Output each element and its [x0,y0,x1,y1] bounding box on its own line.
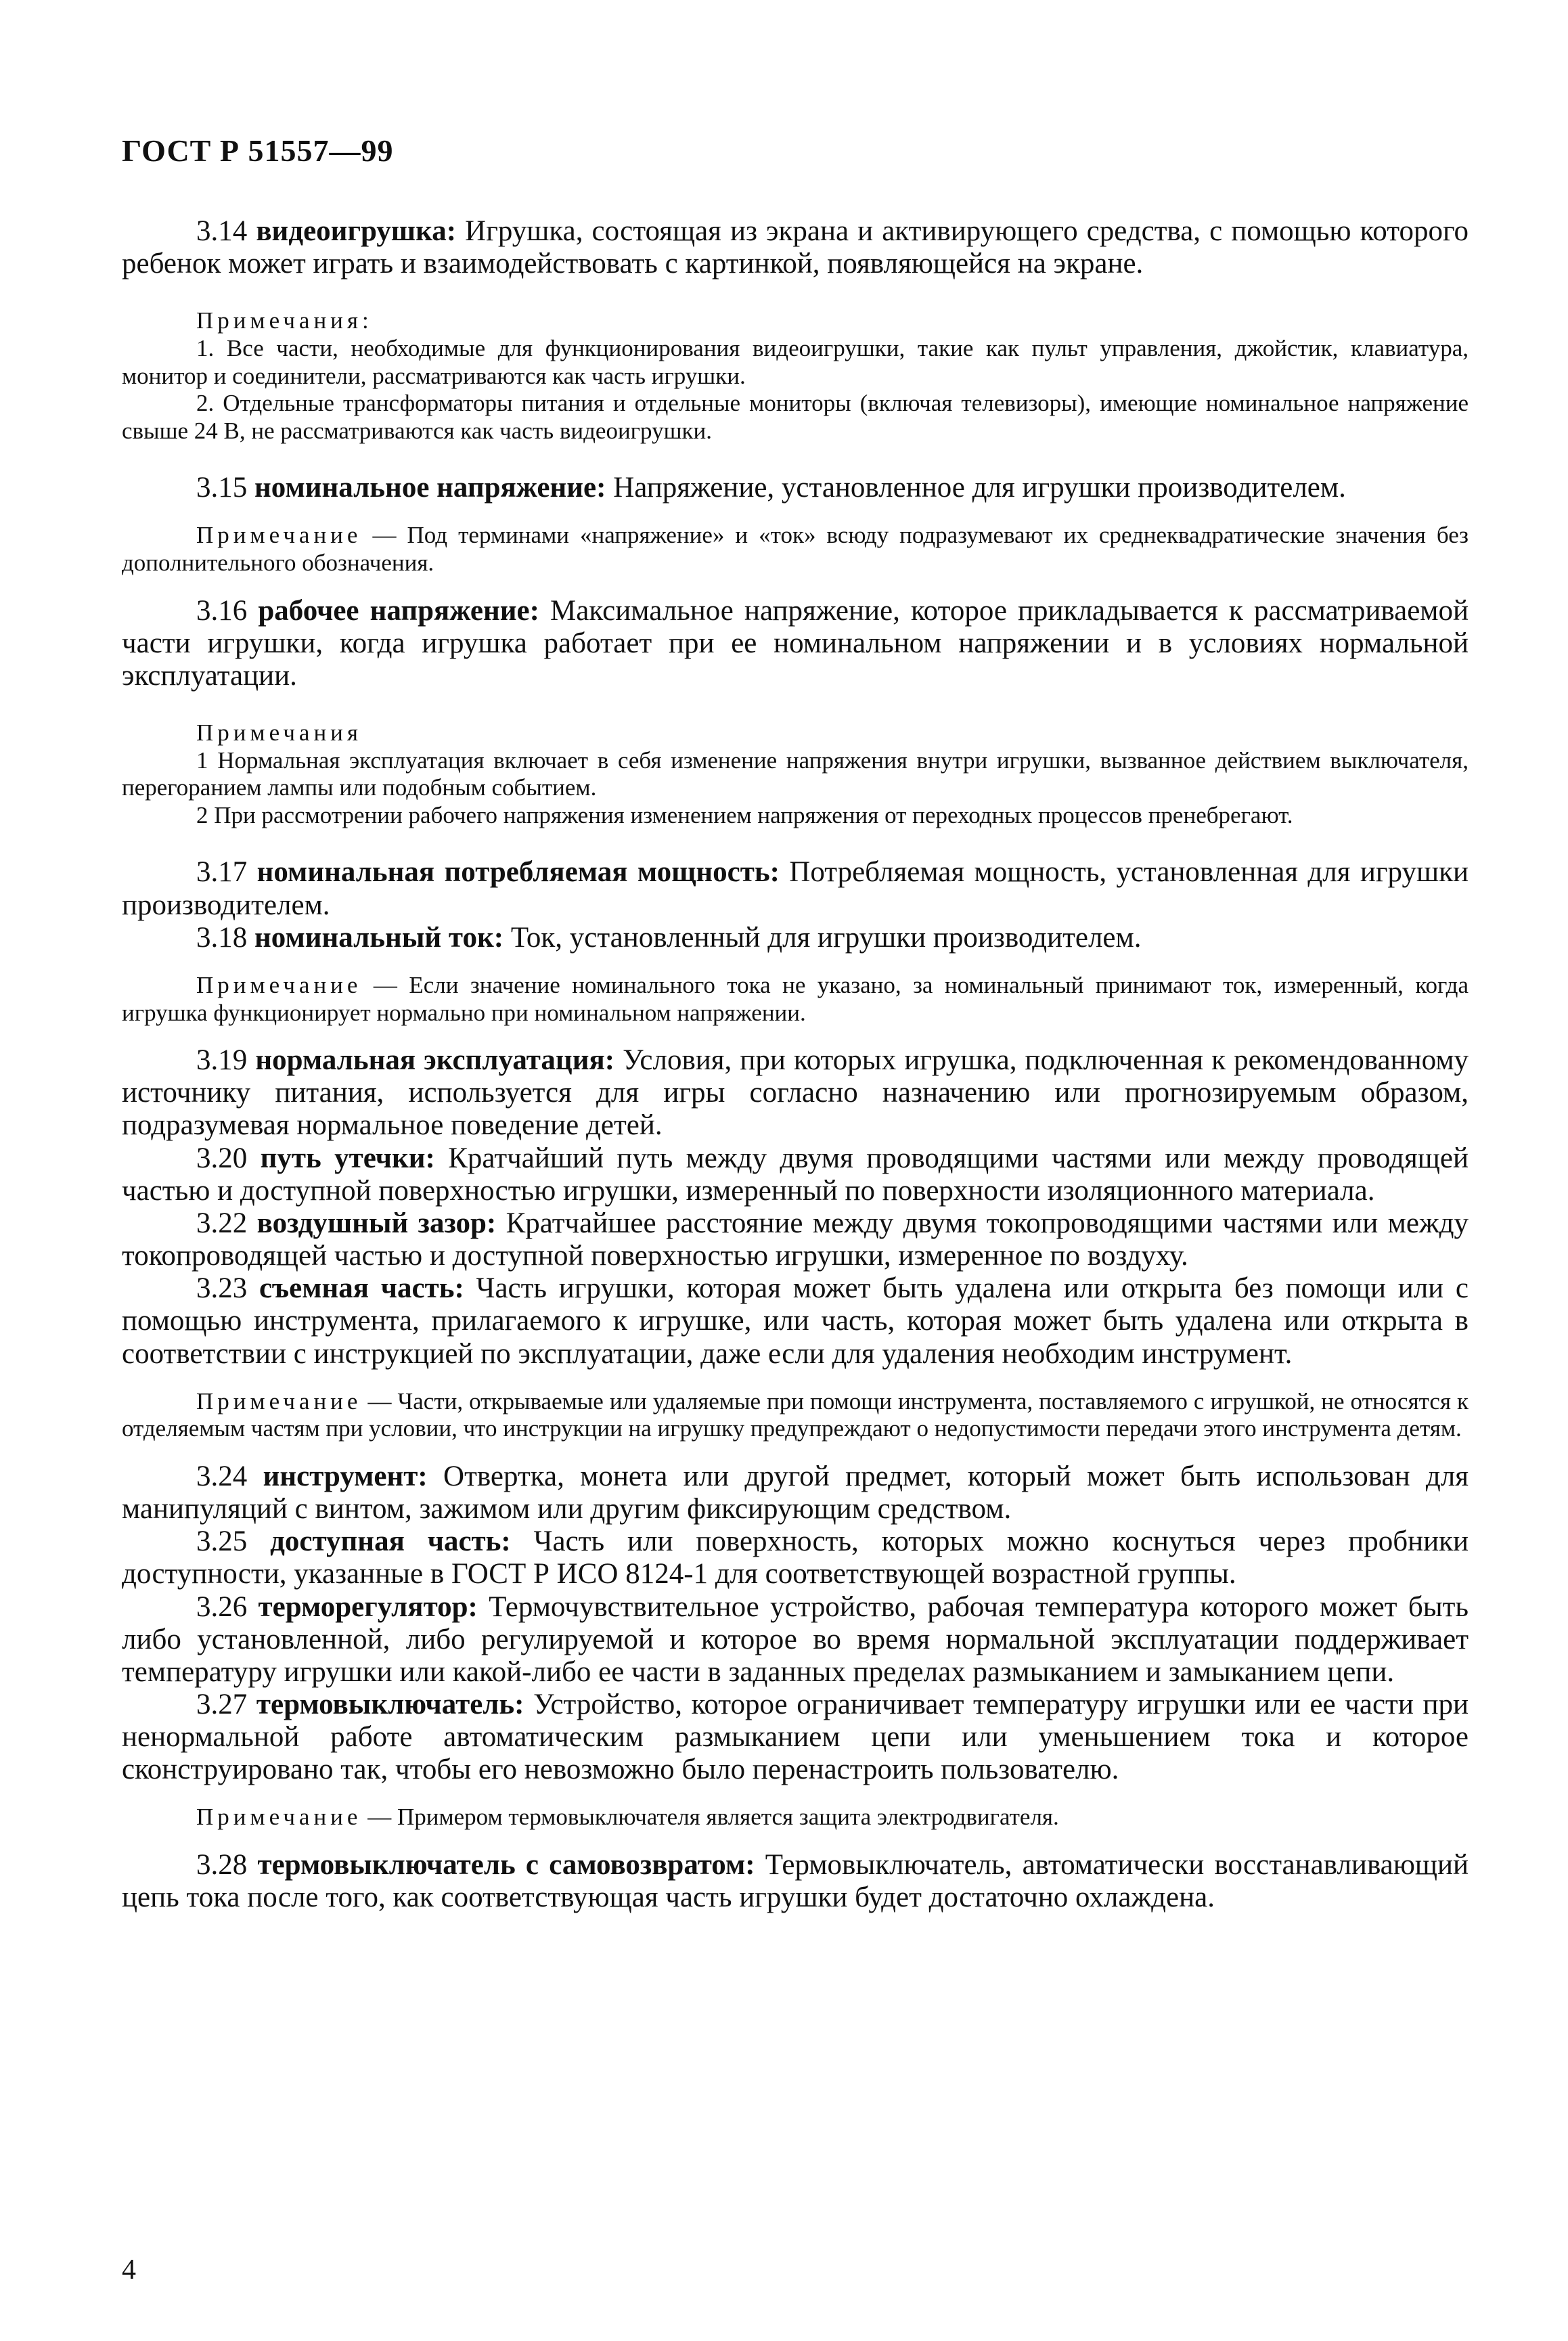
term-name: номинальное напряжение: [254,472,606,504]
term-definition: Ток, установленный для игрушки производителем. [510,921,1142,954]
notes-heading: Примечания [196,719,363,746]
term-name: номинальная потребляемая мощность: [256,856,780,889]
term-number: 3.15 [196,472,248,504]
note-label: Примечание [196,971,362,998]
term-name: терморегулятор: [258,1590,478,1623]
term-definition: Часть или поверхность, которых можно коснуться через пробники доступности, указанные в ГОСТ Р ИСО 8124-1 для соответствующей возрастной группы. [122,1525,1469,1590]
term-definition: Устройство, которое ограничивает температуру игрушки или ее части при ненормальной работе автоматическим размыканием цепи или уменьшением тока и которое сконструировано так, чтобы его невозможно было перенастроить пользователю. [122,1688,1469,1786]
term-entry [122,1591,1469,1689]
note-item: 1 Нормальная эксплуатация включает в себя изменение напряжения внутри игрушки, вызванное действием выключателя, перегоранием лампы или подобным событием. [122,746,1469,801]
term-name: термовыключатель с самовозвратом: [257,1849,755,1881]
term-definition: Напряжение, установленное для игрушки производителем. [613,472,1346,504]
term-entry [122,1207,1469,1272]
term-number: 3.23 [196,1272,248,1305]
term-number: 3.22 [196,1207,248,1239]
term-number: 3.18 [196,921,248,954]
term-number: 3.24 [196,1460,248,1492]
term-number: 3.26 [196,1590,248,1623]
term-definition: Потребляемая мощность, установленная для игрушки производителем. [122,856,1469,921]
term-name: рабочее напряжение: [258,594,539,627]
term-name: инструмент: [263,1460,428,1492]
term-number: 3.25 [196,1525,248,1558]
term-entry [122,1272,1469,1370]
note-item: 2. Отдельные трансформаторы питания и отдельные мониторы (включая телевизоры), имеющие номинальное напряжение свыше 24 В, не рассматриваются как часть видеоигрушки. [122,390,1469,444]
note-text: — Если значение номинального тока не указано, за номинальный принимают ток, измеренный, когда игрушка функционирует нормально при номинальном напряжении. [122,971,1469,1026]
term-definition: Кратчайший путь между двумя проводящими частями или между проводящей частью и доступной поверхностью игрушки, измеренный по поверхности изоляционного материала. [122,1142,1469,1207]
term-definition: Термочувствительное устройство, рабочая температура которого может быть либо установленной, либо регулируемой и которое во время нормальной эксплуатации поддерживает температуру игрушки или какой-либо ее части в заданных пределах размыканием и замыканием цепи. [122,1590,1469,1688]
term-entry [122,856,1469,921]
note-text: — Примером термовыключателя является защита электродвигателя. [367,1804,1059,1831]
term-name: нормальная эксплуатация: [255,1044,615,1077]
note-item: 2 При рассмотрении рабочего напряжения изменением напряжения от переходных процессов пренебрегают. [196,801,1293,828]
term-name: доступная часть: [270,1525,511,1558]
term-number: 3.28 [196,1849,248,1881]
term-entry [122,472,1469,504]
term-entry [122,1142,1469,1207]
term-entry [122,1689,1469,1786]
note-label: Примечание [196,1387,362,1414]
term-name: номинальный ток: [254,921,504,954]
term-entry [122,922,1469,954]
note-single [122,1388,1469,1443]
term-number: 3.14 [196,215,248,247]
term-name: видеоигрушка: [256,215,457,247]
page-number: 4 [122,2254,136,2286]
note-item: 1. Все части, необходимые для функционирования видеоигрушки, такие как пульт управления, джойстик, клавиатура, монитор и соединители, рассматриваются как часть игрушки. [122,334,1469,389]
term-entry [122,215,1469,280]
note-label: Примечание [196,1804,362,1831]
term-entry [122,1461,1469,1525]
term-number: 3.27 [196,1688,248,1720]
term-number: 3.19 [196,1044,248,1077]
term-definition: Термовыключатель, автоматически восстанавливающий цепь тока после того, как соответствующая часть игрушки будет достаточно охлаждена. [122,1849,1469,1914]
standard-header: ГОСТ Р 51557—99 [122,133,394,168]
term-definition: Игрушка, состоящая из экрана и активирующего средства, с помощью которого ребенок может играть и взаимодействовать с картинкой, появляющейся на экране. [122,215,1469,280]
term-definition: Отвертка, монета или другой предмет, который может быть использован для манипуляций с винтом, зажимом или другим фиксирующим средством. [122,1460,1469,1525]
note-text: — Части, открываемые или удаляемые при помощи инструмента, поставляемого с игрушкой, не относятся к отделяемым частям при условии, что инструкции на игрушку предупреждают о недопустимости передачи этого инструмента детям. [122,1387,1469,1442]
term-definition: Кратчайшее расстояние между двумя токопроводящими частями или между токопроводящей частью и доступной поверхностью игрушки, измеренное по воздуху. [122,1207,1469,1272]
term-name: воздушный зазор: [256,1207,497,1239]
note-text: — Под терминами «напряжение» и «ток» всюду подразумевают их среднеквадратические значения без дополнительного обозначения. [122,522,1469,577]
term-entry [122,1849,1469,1914]
term-number: 3.16 [196,594,248,627]
notes-heading: Примечания: [196,307,373,334]
term-number: 3.20 [196,1142,248,1174]
note-single [122,972,1469,1027]
term-name: съемная часть: [259,1272,464,1305]
note-single [122,522,1469,577]
note-single [122,1804,1469,1831]
term-entry [122,1044,1469,1142]
note-label: Примечание [196,522,362,549]
term-definition: Максимальное напряжение, которое прикладывается к рассматриваемой части игрушки, когда игрушка работает при ее номинальном напряжении и в условиях нормальной эксплуатации. [122,594,1469,692]
term-entry [122,1525,1469,1590]
term-definition: Часть игрушки, которая может быть удалена или открыта без помощи или с помощью инструмента, прилагаемого к игрушке, или часть, которая может быть удалена или открыта в соответствии с инструкцией по эксплуатации, даже если для удаления необходим инструмент. [122,1272,1469,1370]
term-name: путь утечки: [260,1142,435,1174]
document-body [122,215,1469,1914]
term-entry [122,595,1469,692]
term-number: 3.17 [196,856,248,889]
term-definition: Условия, при которых игрушка, подключенная к рекомендованному источнику питания, используется для игры согласно назначению или прогнозируемым образом, подразумевая нормальное поведение детей. [122,1044,1469,1142]
term-name: термовыключатель: [256,1688,524,1720]
